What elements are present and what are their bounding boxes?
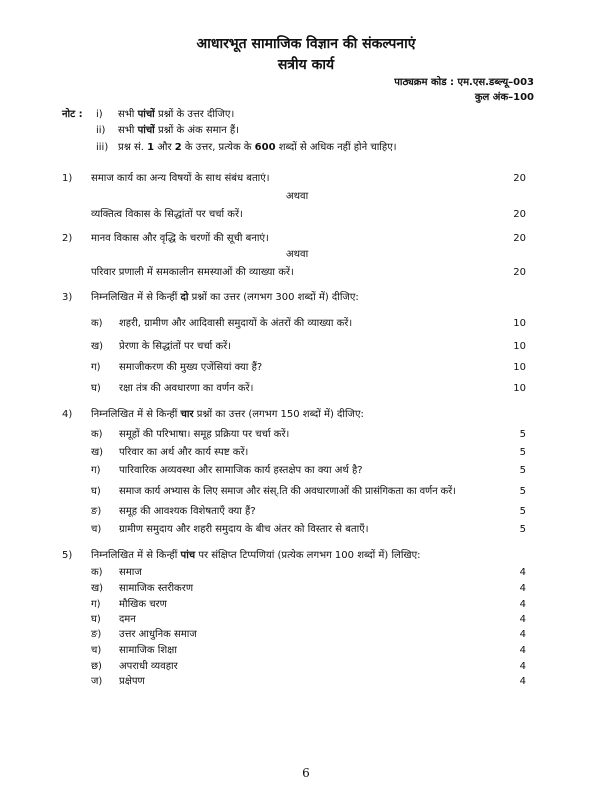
question-5-part-text: दमन — [119, 614, 136, 625]
question-4-part-text: समूह की आवश्यक विशेषताएँ क्या हैं? — [119, 506, 256, 517]
question-4-text: निम्नलिखित में से किन्हीं चार प्रश्नों का उत्तर (लगभग 150 शब्दों में) दीजिए: — [91, 409, 364, 420]
question-5-part-text: उत्तर आधुनिक समाज — [119, 629, 197, 640]
question-2-alt-marks: 20 — [513, 267, 526, 278]
question-1-alt-text: व्यक्तित्व विकास के सिद्धांतों पर चर्चा करें। — [91, 209, 243, 220]
question-4-part-marks: 5 — [519, 447, 526, 458]
question-5-number: 5) — [62, 550, 73, 561]
question-3-part-text: शहरी, ग्रामीण और आदिवासी समुदायों के अंतरों की व्याख्या करें। — [119, 318, 353, 329]
question-5-part-marks: 4 — [519, 645, 526, 656]
question-5-part-text: सामाजिक स्तरीकरण — [119, 583, 194, 594]
question-5-part-text: सामाजिक शिक्षा — [119, 645, 177, 656]
note-1-text: सभी पांचों प्रश्नों के उत्तर दीजिए। — [118, 109, 235, 120]
question-5-part-label: क) — [91, 567, 103, 578]
question-4-part-marks: 5 — [519, 486, 526, 497]
question-3-part-marks: 10 — [513, 318, 526, 329]
question-4-part-marks: 5 — [519, 465, 526, 476]
question-2-number: 2) — [62, 233, 73, 244]
question-3-part-text: रक्षा तंत्र की अवधारणा का वर्णन करें। — [119, 383, 254, 394]
question-4-part-label: क) — [91, 429, 103, 440]
question-4-number: 4) — [62, 409, 73, 420]
question-4-part-label: ख) — [91, 447, 104, 458]
question-5-part-label: ख) — [91, 583, 104, 594]
question-2-alt-text: परिवार प्रणाली में समकालीन समस्याओं की व्याख्या करें। — [91, 267, 294, 278]
question-4-part-label: ग) — [91, 465, 101, 476]
question-3-part-text: प्रेरणा के सिद्धांतों पर चर्चा करें। — [119, 341, 232, 352]
question-3-part-label: क) — [91, 318, 103, 329]
question-3-text: निम्नलिखित में से किन्हीं दो प्रश्नों का उत्तर (लगभग 300 शब्दों में) दीजिए: — [91, 292, 359, 303]
question-1-alt-marks: 20 — [513, 209, 526, 220]
question-3-part-label: ग) — [91, 362, 101, 373]
question-5-part-text: मौखिक चरण — [119, 599, 167, 610]
question-1-marks: 20 — [513, 173, 526, 184]
total-marks: कुल अंक–100 — [474, 92, 534, 103]
question-5-part-label: ग) — [91, 599, 101, 610]
question-5-part-marks: 4 — [519, 661, 526, 672]
question-4-part-marks: 5 — [519, 429, 526, 440]
note-1-num: i) — [96, 109, 103, 120]
question-5-part-marks: 4 — [519, 629, 526, 640]
page-title: आधारभूत सामाजिक विज्ञान की संकल्पनाएं — [196, 36, 416, 52]
question-3-part-text: समाजीकरण की मुख्य एजेंसियां क्या हैं? — [119, 362, 263, 373]
question-1-text: समाज कार्य का अन्य विषयों के साथ संबंध बताएं। — [91, 173, 270, 184]
question-3-number: 3) — [62, 292, 73, 303]
page-subtitle: सत्रीय कार्य — [277, 57, 335, 73]
question-4-part-label: घ) — [91, 486, 101, 497]
question-4-part-text: परिवार का अर्थ और कार्य स्पष्ट करें। — [119, 447, 249, 458]
question-5-part-marks: 4 — [519, 676, 526, 687]
question-4-part-text: समाज कार्य अभ्यास के लिए समाज और संस्.ति की अवधारणाओं की प्रासंगिकता का वर्णन करें। — [119, 486, 456, 497]
question-5-part-text: समाज — [119, 567, 142, 578]
page-number: 6 — [302, 766, 310, 780]
question-4-part-text: समूहों की परिभाषा। समूह प्रक्रिया पर चर्चा करें। — [119, 429, 290, 440]
question-5-part-marks: 4 — [519, 583, 526, 594]
note-3-num: iii) — [96, 142, 109, 153]
question-5-text: निम्नलिखित में से किन्हीं पांच पर संक्षिप्त टिप्पणियां (प्रत्येक लगभग 100 शब्दों में) लिखिए: — [91, 550, 421, 561]
question-4-part-label: च) — [91, 524, 102, 535]
question-4-part-label: ङ) — [91, 506, 102, 517]
question-4-part-marks: 5 — [519, 506, 526, 517]
question-5-part-marks: 4 — [519, 567, 526, 578]
question-3-part-marks: 10 — [513, 383, 526, 394]
course-code: पाठ्यक्रम कोड : एम.एस.डब्ल्यू–003 — [394, 77, 534, 88]
note-label: नोट : — [62, 109, 83, 120]
question-5-part-label: घ) — [91, 614, 101, 625]
question-5-part-label: च) — [91, 645, 102, 656]
question-2-or: अथवा — [286, 249, 309, 260]
question-5-part-text: प्रक्षेपण — [119, 676, 145, 687]
question-5-part-marks: 4 — [519, 614, 526, 625]
note-3-text: प्रश्न सं. 1 और 2 के उत्तर, प्रत्येक के 600 शब्दों से अधिक नहीं होने चाहिए। — [118, 142, 397, 153]
question-5-part-text: अपराधी व्यवहार — [119, 661, 178, 672]
question-5-part-label: ज) — [91, 676, 103, 687]
note-2-num: ii) — [96, 125, 106, 136]
question-4-part-marks: 5 — [519, 524, 526, 535]
question-3-part-label: घ) — [91, 383, 101, 394]
note-2-text: सभी पांचों प्रश्नों के अंक समान हैं। — [118, 125, 240, 136]
question-3-part-marks: 10 — [513, 362, 526, 373]
question-5-part-label: ङ) — [91, 629, 102, 640]
question-2-text: मानव विकास और वृद्धि के चरणों की सूची बनाएं। — [91, 233, 269, 244]
question-4-part-text: पारिवारिक अव्यवस्था और सामाजिक कार्य हस्तक्षेप का क्या अर्थ है? — [119, 465, 363, 476]
question-1-number: 1) — [62, 173, 73, 184]
question-4-part-text: ग्रामीण समुदाय और शहरी समुदाय के बीच अंतर को विस्तार से बताएँ। — [119, 524, 369, 535]
question-3-part-marks: 10 — [513, 341, 526, 352]
question-1-or: अथवा — [286, 191, 309, 202]
question-2-marks: 20 — [513, 233, 526, 244]
question-5-part-label: छ) — [91, 661, 102, 672]
question-3-part-label: ख) — [91, 341, 104, 352]
question-5-part-marks: 4 — [519, 599, 526, 610]
